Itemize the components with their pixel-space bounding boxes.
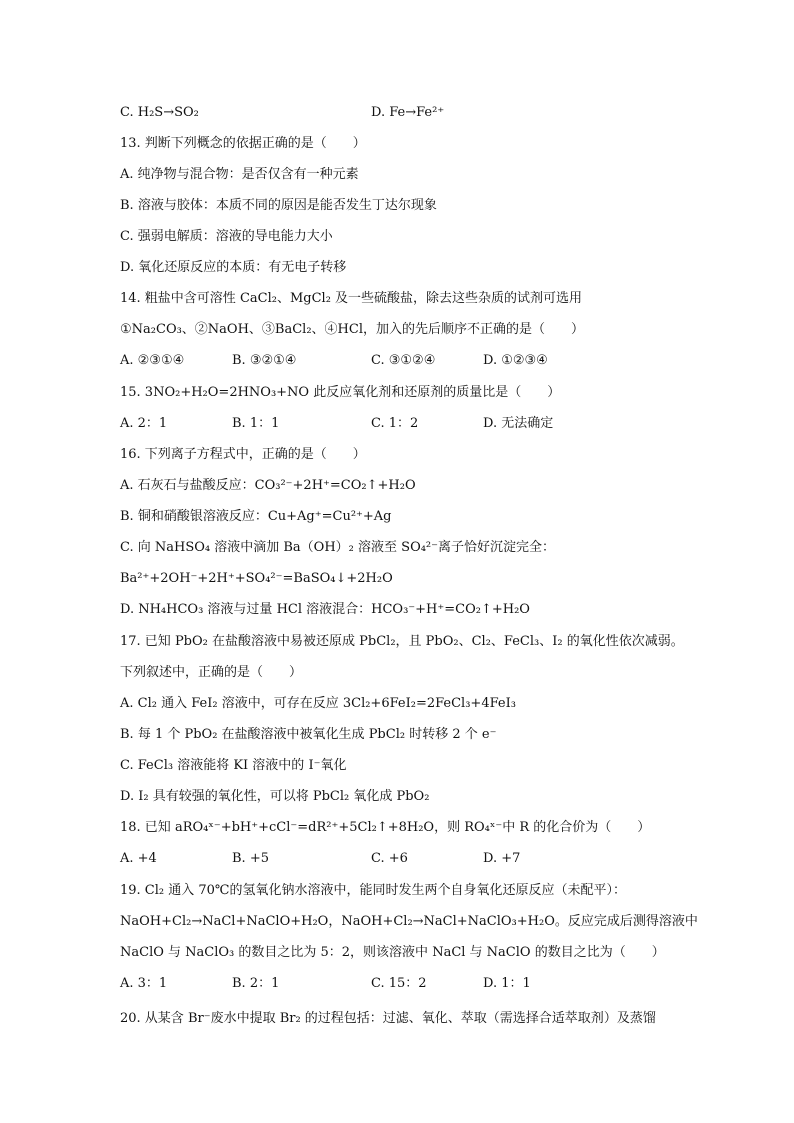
q19-option-a: A. 3：1 xyxy=(120,976,168,991)
q16-option-a: A. 石灰石与盐酸反应：CO₃²⁻+2H⁺=CO₂↑+H₂O xyxy=(120,478,416,493)
q18-option-a: A. +4 xyxy=(120,851,157,866)
q13-option-c: C. 强弱电解质：溶液的导电能力大小 xyxy=(120,229,333,244)
q17-option-a: A. Cl₂ 通入 FeI₂ 溶液中，可存在反应 3Cl₂+6FeI₂=2FeCl₃+4FeI₃ xyxy=(120,696,516,711)
q12-option-c: C. H₂S→SO₂ xyxy=(120,105,199,120)
q13-option-d: D. 氧化还原反应的本质：有无电子转移 xyxy=(120,260,347,275)
q17-option-b: B. 每 1 个 PbO₂ 在盐酸溶液中被氧化生成 PbCl₂ 时转移 2 个 e⁻ xyxy=(120,727,497,742)
q14-option-c: C. ③①②④ xyxy=(371,353,436,368)
q17-stem-line1: 17. 已知 PbO₂ 在盐酸溶液中易被还原成 PbCl₂，且 PbO₂、Cl₂、FeCl₃、I₂ 的氧化性依次减弱。 xyxy=(120,634,684,649)
q16-stem: 16. 下列离子方程式中，正确的是（ ） xyxy=(120,447,366,462)
q17-option-d: D. I₂ 具有较强的氧化性，可以将 PbCl₂ 氧化成 PbO₂ xyxy=(120,789,430,804)
q19-option-b: B. 2：1 xyxy=(232,976,280,991)
q19-option-c: C. 15：2 xyxy=(371,976,427,991)
q16-option-b: B. 铜和硝酸银溶液反应：Cu+Ag⁺=Cu²⁺+Ag xyxy=(120,509,392,524)
q18-option-c: C. +6 xyxy=(371,851,408,866)
q14-option-a: A. ②③①④ xyxy=(120,353,185,368)
q14-stem-line2: ①Na₂CO₃、②NaOH、③BaCl₂、④HCl，加入的先后顺序不正确的是（ ） xyxy=(120,322,584,337)
q19-stem-line1: 19. Cl₂ 通入 70℃的氢氧化钠水溶液中，能同时发生两个自身氧化还原反应（未配平）： xyxy=(120,883,626,898)
q16-option-d: D. NH₄HCO₃ 溶液与过量 HCl 溶液混合：HCO₃⁻+H⁺=CO₂↑+H₂O xyxy=(120,602,530,617)
q18-option-b: B. +5 xyxy=(232,851,269,866)
q17-option-c: C. FeCl₃ 溶液能将 KI 溶液中的 I⁻氧化 xyxy=(120,758,347,773)
q13-option-b: B. 溶液与胶体：本质不同的原因是能否发生丁达尔现象 xyxy=(120,198,437,213)
q18-stem: 18. 已知 aRO₄ˣ⁻+bH⁺+cCl⁻=dR²⁺+5Cl₂↑+8H₂O，则 RO₄ˣ⁻中 R 的化合价为（ ） xyxy=(120,820,651,835)
q14-stem-line1: 14. 粗盐中含可溶性 CaCl₂、MgCl₂ 及一些硫酸盐，除去这些杂质的试剂可选用 xyxy=(120,291,583,306)
q19-option-d: D. 1：1 xyxy=(483,976,531,991)
q15-stem: 15. 3NO₂+H₂O=2HNO₃+NO 此反应氧化剂和还原剂的质量比是（ ） xyxy=(120,385,561,400)
q13-option-a: A. 纯净物与混合物：是否仅含有一种元素 xyxy=(120,167,359,182)
q18-option-d: D. +7 xyxy=(483,851,521,866)
q13-stem: 13. 判断下列概念的依据正确的是（ ） xyxy=(120,136,366,151)
q16-option-c-line2: Ba²⁺+2OH⁻+2H⁺+SO₄²⁻=BaSO₄↓+2H₂O xyxy=(120,571,393,586)
q15-option-c: C. 1：2 xyxy=(371,416,419,431)
q16-option-c-line1: C. 向 NaHSO₄ 溶液中滴加 Ba（OH）₂ 溶液至 SO₄²⁻离子恰好沉淀完全： xyxy=(120,540,556,555)
q14-option-d: D. ①②③④ xyxy=(483,353,548,368)
q15-option-a: A. 2：1 xyxy=(120,416,168,431)
q14-option-b: B. ③②①④ xyxy=(232,353,297,368)
q12-option-d: D. Fe→Fe²⁺ xyxy=(371,105,445,120)
q15-option-b: B. 1：1 xyxy=(232,416,280,431)
q20-stem: 20. 从某含 Br⁻废水中提取 Br₂ 的过程包括：过滤、氧化、萃取（需选择合适萃取剂）及蒸馏 xyxy=(120,1011,656,1026)
q19-stem-line3: NaClO 与 NaClO₃ 的数目之比为 5：2，则该溶液中 NaCl 与 NaClO 的数目之比为（ ） xyxy=(120,945,665,960)
q17-stem-line2: 下列叙述中，正确的是（ ） xyxy=(120,665,303,680)
q15-option-d: D. 无法确定 xyxy=(483,416,554,431)
q19-stem-line2: NaOH+Cl₂→NaCl+NaClO+H₂O，NaOH+Cl₂→NaCl+NaClO₃+H₂O。反应完成后测得溶液中 xyxy=(120,914,698,929)
